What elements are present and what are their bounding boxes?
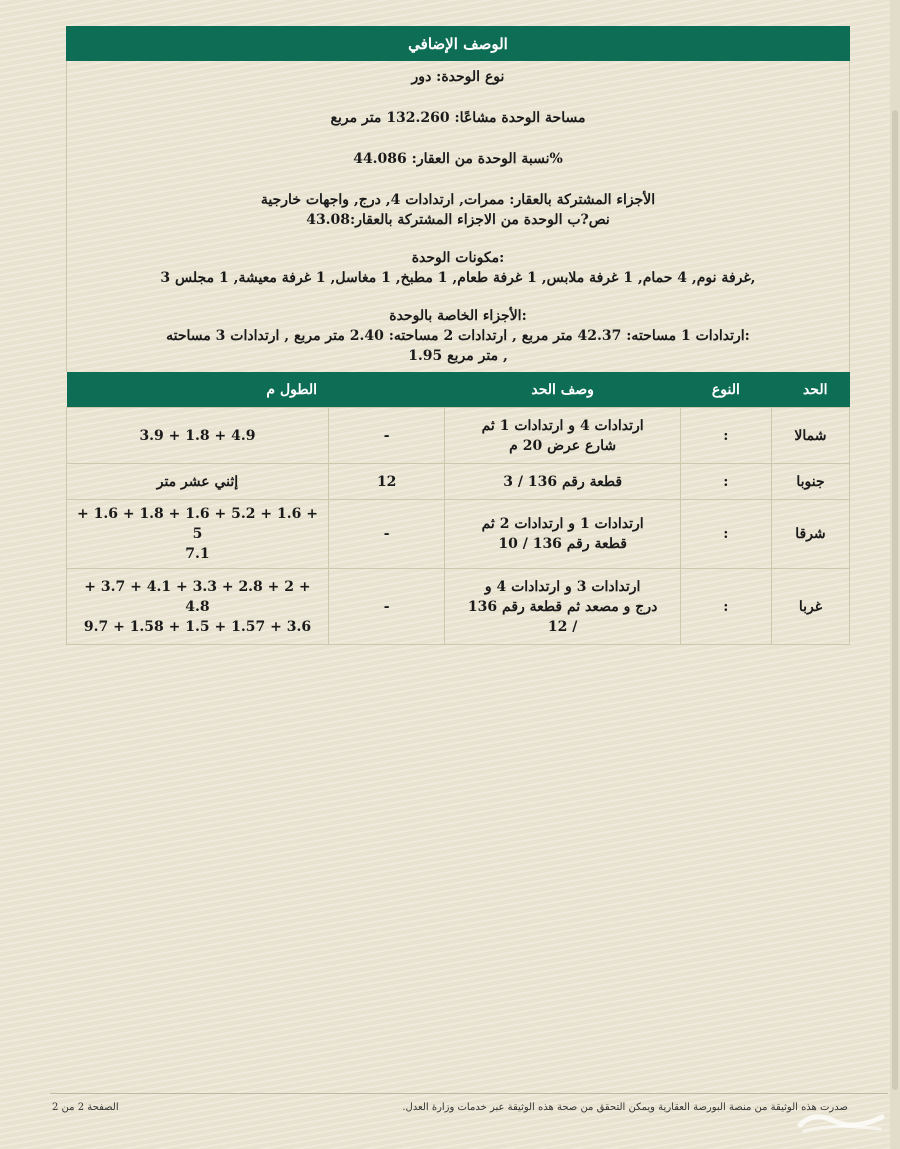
row-description	[445, 500, 680, 569]
document-sheet	[66, 26, 850, 645]
length-line: + 1.6 + 5.2 + 1.6 + 1.8 + 1.6 + 5	[76, 506, 318, 542]
shared-parts-share: نص?ب الوحدة من الاجزاء المشتركة بالعقار:43.08	[306, 212, 610, 228]
unit-info-block	[66, 61, 850, 372]
description-line: درج و مصعد ثم قطعة رقم 136	[467, 598, 658, 615]
footer-note: صدرت هذه الوثيقة من منصة البورصة العقارية ويمكن التحقق من صحة هذه الوثيقة عبر خدمات وزارة العدل.	[402, 1102, 848, 1113]
row-length	[67, 464, 329, 500]
page-number: الصفحة 2 من 2	[52, 1102, 119, 1113]
header-description: وصف الحد	[445, 372, 680, 408]
description-line: ارتدادات 3 و ارتدادات 4 و	[484, 578, 641, 595]
header-limit: الحد	[771, 372, 849, 408]
additional-description-header	[66, 26, 850, 61]
scrollbar-track[interactable]	[890, 0, 900, 1149]
table-row	[67, 408, 850, 464]
row-limit: شرقا	[771, 500, 849, 569]
row-number: -	[328, 408, 445, 464]
table-header-row	[67, 372, 850, 408]
row-length	[67, 500, 329, 569]
row-description	[445, 464, 680, 500]
scrollbar-thumb[interactable]	[892, 110, 898, 1090]
length-line: 3.6 + 1.57 + 1.5 + 1.58 + 9.7	[83, 618, 312, 635]
length-line: 4.9 + 1.8 + 3.9	[139, 427, 256, 444]
row-limit: شمالا	[771, 408, 849, 464]
private-parts-line-1: :ارتدادات 1 مساحته: 42.37 متر مربع , ارتدادات 2 مساحته: 2.40 متر مربع , ارتدادات 3 مساحته	[166, 328, 750, 344]
description-line: ارتدادات 4 و ارتدادات 1 ثم	[481, 417, 644, 434]
row-description	[445, 408, 680, 464]
row-colon: :	[680, 408, 771, 464]
description-line: / 12	[547, 618, 578, 635]
unit-ratio: %نسبة الوحدة من العقار: 44.086	[353, 151, 563, 167]
description-line: قطعة رقم 136 / 3	[503, 473, 623, 490]
watermark-logo-icon	[794, 1103, 890, 1137]
header-type: النوع	[680, 372, 771, 408]
header-length: الطول م	[67, 372, 445, 408]
components-list: ,غرفة نوم, 4 حمام, 1 غرفة ملابس, 1 غرفة طعام, 1 مطبخ, 1 مغاسل, 1 غرفة معيشة, 1 مجلس 3	[160, 270, 756, 286]
row-colon: :	[680, 500, 771, 569]
row-number: -	[328, 569, 445, 645]
table-row	[67, 464, 850, 500]
section-title: الوصف الإضافي	[408, 34, 508, 53]
row-colon: :	[680, 569, 771, 645]
row-limit: جنوبا	[771, 464, 849, 500]
row-length	[67, 569, 329, 645]
components-title: :مكونات الوحدة	[411, 250, 505, 266]
boundaries-table	[66, 372, 850, 645]
table-row	[67, 500, 850, 569]
table-row	[67, 569, 850, 645]
length-line: 7.1	[185, 546, 210, 562]
length-line: إثني عشر متر	[156, 473, 239, 490]
unit-area: مساحة الوحدة مشاعًا: 132.260 متر مربع	[330, 110, 586, 126]
boundaries-body	[67, 408, 850, 645]
row-length	[67, 408, 329, 464]
row-colon: :	[680, 464, 771, 500]
unit-type: نوع الوحدة: دور	[411, 69, 505, 85]
description-line: قطعة رقم 136 / 10	[498, 536, 627, 552]
footer-divider	[50, 1093, 888, 1094]
shared-parts: الأجزاء المشتركة بالعقار: ممرات, ارتدادات 4, درج, واجهات خارجية	[260, 192, 656, 208]
private-parts-line-2: , متر مربع 1.95	[408, 348, 508, 364]
row-number: -	[328, 500, 445, 569]
length-line: + 2 + 2.8 + 3.3 + 4.1 + 3.7 + 4.8	[84, 578, 311, 615]
description-line: شارع عرض 20 م	[509, 437, 617, 454]
row-limit: غربا	[771, 569, 849, 645]
row-description	[445, 569, 680, 645]
private-parts-title: :الأجزاء الخاصة بالوحدة	[389, 308, 527, 324]
description-line: ارتدادات 1 و ارتدادات 2 ثم	[481, 516, 644, 532]
row-number: 12	[328, 464, 445, 500]
